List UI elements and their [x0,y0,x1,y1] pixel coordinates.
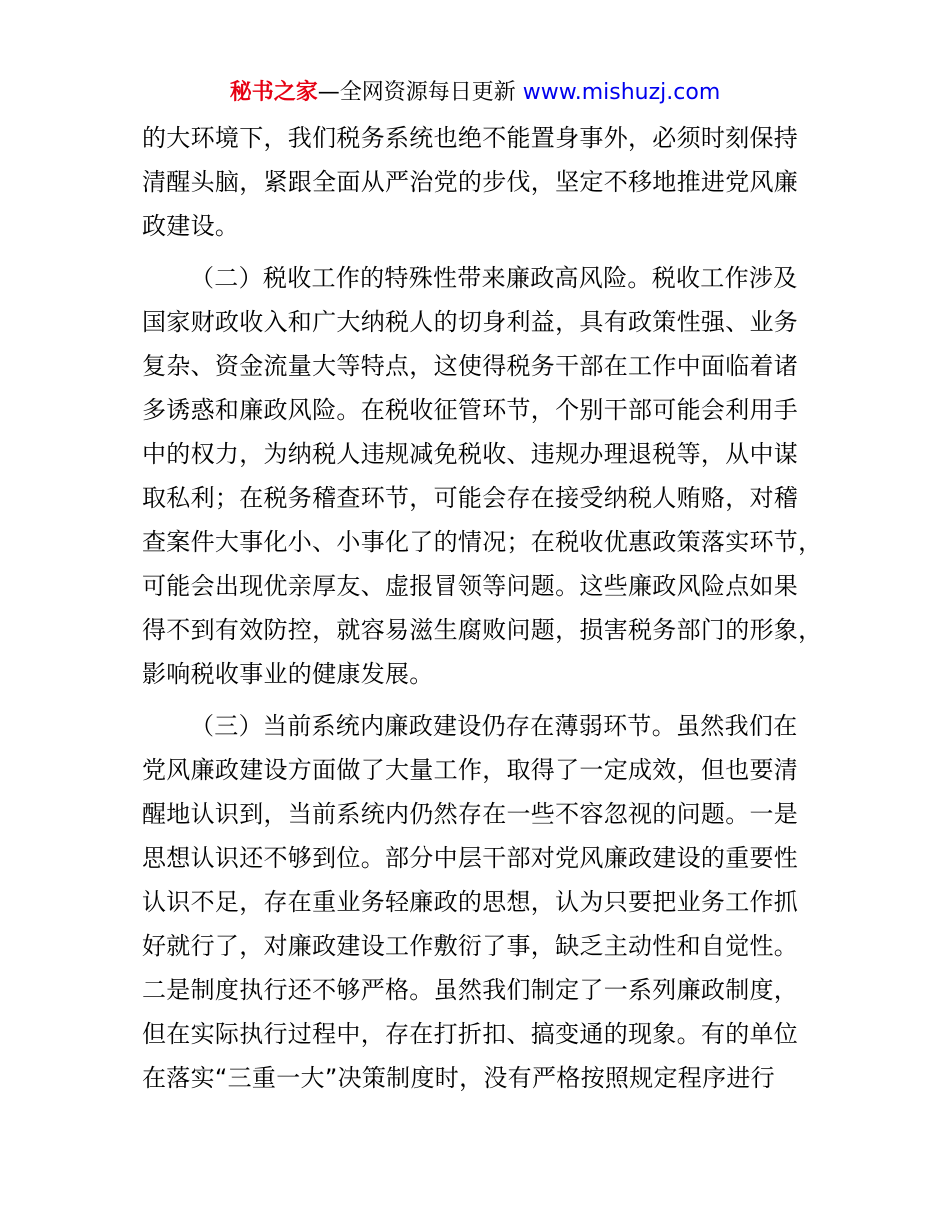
text-line: 思想认识还不够到位。部分中层干部对党风廉政建设的重要性 [142,844,799,872]
text-line: 醒地认识到，当前系统内仍然存在一些不容忽视的问题。一是 [142,800,799,828]
text-line: 在落实“三重一大”决策制度时，没有严格按照规定程序进行 [142,1064,775,1092]
text-line: 清醒头脑，紧跟全面从严治党的步伐，坚定不移地推进党风廉 [142,168,799,196]
page-header [0,78,950,108]
site-url-link[interactable]: www.mishuzj.com [522,80,721,105]
text-line: 影响税收事业的健康发展。 [142,660,434,688]
paragraph-3 [142,704,842,1100]
text-line: 二是制度执行还不够严格。虽然我们制定了一系列廉政制度， [142,976,799,1004]
text-line: 多诱惑和廉政风险。在税收征管环节，个别干部可能会利用手 [142,396,799,424]
text-line: 得不到有效防控，就容易滋生腐败问题，损害税务部门的形象， [142,616,823,644]
text-line: 查案件大事化小、小事化了的情况；在税收优惠政策落实环节， [142,528,823,556]
header-tagline: —全网资源每日更新 [317,80,523,105]
text-line: 可能会出现优亲厚友、虚报冒领等问题。这些廉政风险点如果 [142,572,799,600]
paragraph-2 [142,256,842,696]
brand-name: 秘书之家 [229,80,318,105]
text-line: 但在实际执行过程中，存在打折扣、搞变通的现象。有的单位 [142,1020,799,1048]
text-line: （二）税收工作的特殊性带来廉政高风险。税收工作涉及 [190,264,798,292]
paragraph-gap [142,248,842,256]
text-line: （三）当前系统内廉政建设仍存在薄弱环节。虽然我们在 [190,712,798,740]
paragraph-1 [142,116,842,248]
text-line: 中的权力，为纳税人违规减免税收、违规办理退税等，从中谋 [142,440,799,468]
text-line: 好就行了，对廉政建设工作敷衍了事，缺乏主动性和自觉性。 [142,932,799,960]
document-body [142,116,842,1100]
text-line: 政建设。 [142,212,240,240]
paragraph-gap [142,696,842,704]
text-line: 复杂、资金流量大等特点，这使得税务干部在工作中面临着诸 [142,352,799,380]
text-line: 认识不足，存在重业务轻廉政的思想，认为只要把业务工作抓 [142,888,799,916]
text-line: 党风廉政建设方面做了大量工作，取得了一定成效，但也要清 [142,756,799,784]
text-line: 的大环境下，我们税务系统也绝不能置身事外，必须时刻保持 [142,124,799,152]
text-line: 国家财政收入和广大纳税人的切身利益，具有政策性强、业务 [142,308,799,336]
text-line: 取私利；在税务稽查环节，可能会存在接受纳税人贿赂，对稽 [142,484,799,512]
